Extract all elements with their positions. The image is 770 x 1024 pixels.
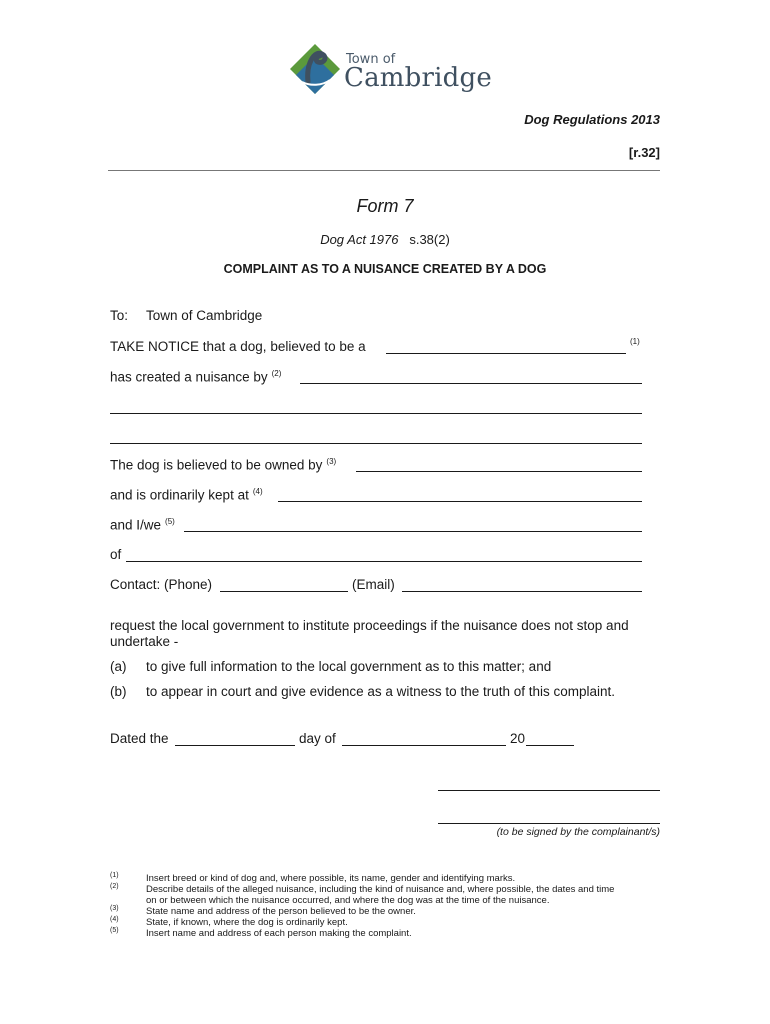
act-name: Dog Act 1976 xyxy=(320,232,399,247)
footnote-text: State, if known, where the dog is ordinarily kept. xyxy=(146,917,348,928)
footnote-number: (2) xyxy=(110,883,119,890)
form-heading: COMPLAINT AS TO A NUISANCE CREATED BY A DOG xyxy=(223,262,547,276)
item-a-text: to give full information to the local government as to this matter; and xyxy=(146,659,552,674)
town-logo xyxy=(288,40,492,100)
footnote-text: Describe details of the alleged nuisance, including the kind of nuisance and, where possible, the dates and time xyxy=(146,884,615,895)
and-we-label: and I/we xyxy=(110,517,162,533)
nuisance-field-line-1[interactable] xyxy=(300,383,642,384)
act-section: s.38(2) xyxy=(409,232,450,247)
footnote-text: Insert name and address of each person making the complaint. xyxy=(146,928,412,939)
footnote-number: (3) xyxy=(110,905,119,912)
item-a-label: (a) xyxy=(110,659,127,674)
nuisance-by-text xyxy=(110,369,281,385)
swan-icon xyxy=(288,42,342,98)
logo-city-name: Cambridge xyxy=(344,63,492,93)
complainant-name-field[interactable] xyxy=(184,531,642,532)
owner-field[interactable] xyxy=(356,471,642,472)
footnote-text: Insert breed or kind of dog and, where possible, its name, gender and identifying marks. xyxy=(146,873,516,884)
of-label: of xyxy=(110,547,122,562)
contact-email-label: (Email) xyxy=(352,577,395,592)
item-b-text: to appear in court and give evidence as a witness to the truth of this complaint. xyxy=(146,684,616,699)
signature-line-1[interactable] xyxy=(438,790,660,791)
contact-phone-label: Contact: (Phone) xyxy=(110,577,213,592)
take-notice-footnote-ref: (1) xyxy=(630,337,640,346)
footnote-number: (5) xyxy=(110,927,119,934)
header-divider xyxy=(108,170,660,171)
take-notice-text: TAKE NOTICE that a dog, believed to be a xyxy=(110,339,366,354)
and-we-footnote-ref: (5) xyxy=(165,517,175,526)
logo-town-of: Town of xyxy=(346,52,396,67)
dog-breed-field[interactable] xyxy=(386,353,626,354)
regulation-reference: [r.32] xyxy=(628,145,660,160)
nuisance-field-line-2[interactable] xyxy=(110,413,642,414)
footnote-number: (4) xyxy=(110,916,119,923)
kept-at-field[interactable] xyxy=(278,501,642,502)
kept-at-label: and is ordinarily kept at xyxy=(110,487,249,503)
date-day-field[interactable] xyxy=(175,745,295,746)
complainant-address-field[interactable] xyxy=(126,561,642,562)
request-line-1: request the local government to institute proceedings if the nuisance does not stop and xyxy=(110,618,629,633)
act-reference xyxy=(0,232,770,247)
owned-by-text xyxy=(110,457,336,473)
form-title: Form 7 xyxy=(356,196,414,216)
to-label: To: xyxy=(110,308,129,323)
date-year-field[interactable] xyxy=(526,745,574,746)
signature-caption: (to be signed by the complainant/s) xyxy=(496,826,660,838)
kept-footnote-ref: (4) xyxy=(252,487,263,496)
request-line-2: undertake - xyxy=(110,634,179,649)
dated-the-label: Dated the xyxy=(110,731,169,746)
nuisance-footnote-ref: (2) xyxy=(271,369,282,378)
year-prefix: 20 xyxy=(510,731,526,746)
kept-at-text xyxy=(110,487,263,503)
email-field[interactable] xyxy=(402,591,642,592)
item-b-label: (b) xyxy=(110,684,127,699)
phone-field[interactable] xyxy=(220,591,348,592)
regulations-title: Dog Regulations 2013 xyxy=(524,112,660,127)
date-month-field[interactable] xyxy=(342,745,506,746)
owned-footnote-ref: (3) xyxy=(326,457,337,466)
owned-by-label: The dog is believed to be owned by xyxy=(110,457,323,473)
to-value: Town of Cambridge xyxy=(146,308,263,323)
footnote-text: on or between which the nuisance occurred, and where the dog was at the time of the nuisance. xyxy=(146,895,550,906)
nuisance-by-label: has created a nuisance by xyxy=(110,369,268,385)
signature-line-2[interactable] xyxy=(438,823,660,824)
footnote-text: State name and address of the person believed to be the owner. xyxy=(146,906,416,917)
footnote-number: (1) xyxy=(110,872,119,879)
and-we-text xyxy=(110,517,175,533)
day-of-label: day of xyxy=(299,731,336,746)
nuisance-field-line-3[interactable] xyxy=(110,443,642,444)
